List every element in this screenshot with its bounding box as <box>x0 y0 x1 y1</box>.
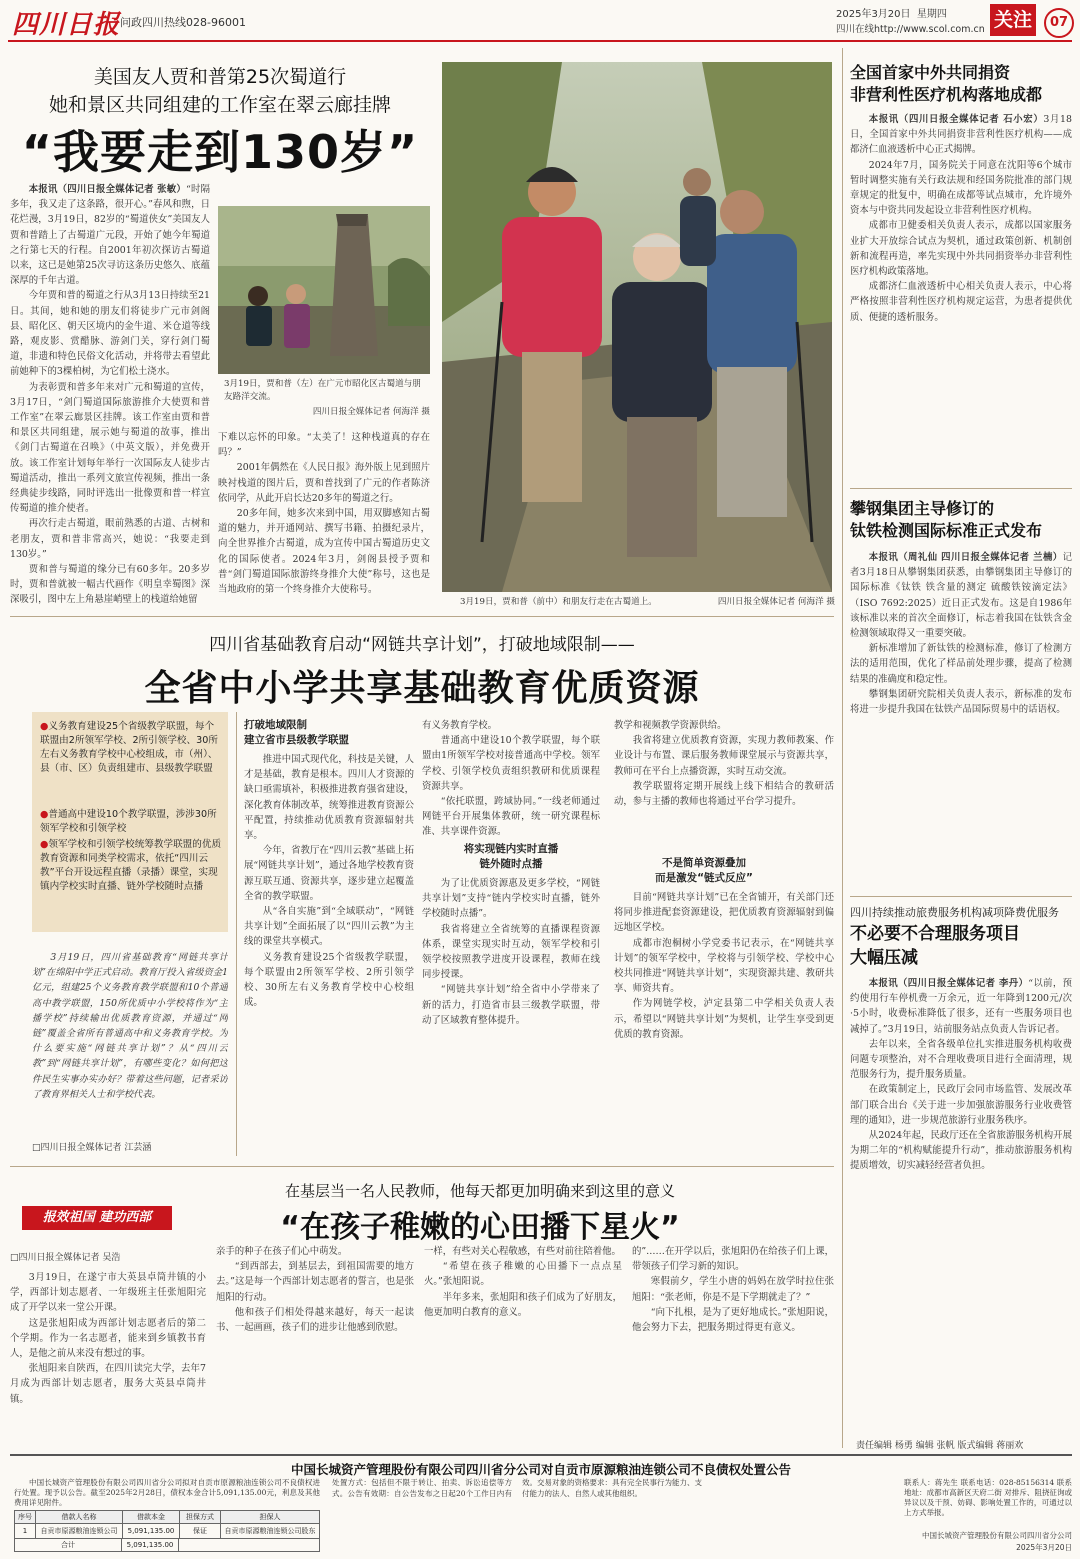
bullet-icon: ● <box>40 839 49 850</box>
edu-column-b2 <box>422 876 600 1154</box>
lead-paragraph: 为表彰贾和普多年来对广元和蜀道的宣传，3月17日，“剑门蜀道国际旅游推介大使贾和普工作室”在翠云廊景区挂牌。该工作室由贾和普和景区共同组建，展示她与蜀道的故事，推出《剑门古蜀道在召唤》（中英文版），并免费开放。该工作室计划每年举行一次国际友人徒步古蜀道活动，推出一系列文旅宣传视频，推出一条经典徒步线路，同时评选出一批像贾和普一样宣传蜀道的推介使者。 <box>10 381 210 515</box>
main-photo <box>442 62 832 592</box>
edu-subhead-1: 打破地域限制 建立省市县级教学联盟 <box>244 719 349 746</box>
byline-mark-icon: □ <box>32 1143 41 1153</box>
teacher-column-4 <box>632 1244 834 1442</box>
edu-paragraph: 我省将建立全省统筹的直播课程资源体系，课堂实现实时互动，领军学校和引领学校按照教学进度开设课程，教师在线同步授课。 <box>422 923 600 981</box>
masthead <box>0 0 1080 42</box>
lead-paragraph: 下难以忘怀的印象。“太美了！这种栈道真的存在吗？” <box>218 432 430 459</box>
right-paragraph: 本报讯（四川日报全媒体记者 石小宏）3月18日，全国首家中外共同捐资非营利性医疗机构——成都济仁血液透析中心正式揭牌。 <box>850 114 1072 156</box>
date-text: 2025年3月20日 <box>836 9 911 20</box>
editors-credit: 责任编辑 杨勇 编辑 张帆 版式编辑 蒋丽欢 <box>856 1441 1024 1451</box>
teacher-paragraph: 半年多来，张旭阳和孩子们成为了好朋友，他更加明白教育的意义。 <box>424 1291 622 1318</box>
table-total-label: 合计 <box>15 1539 122 1551</box>
right-story-3-headline: 不必要不合理服务项目 大幅压减 <box>850 924 1020 968</box>
table-header-cell: 借款本金 <box>123 1511 180 1523</box>
hotline-text: 问政四川热线028-96001 <box>120 16 246 29</box>
right-paragraph: 从2024年起，民政厅还在全省旅游服务机构开展为期二年的“机构赋能提升行动”，推动旅游服务机构提质增效，切实减轻经营者负担。 <box>850 1130 1072 1172</box>
teacher-column-1 <box>10 1270 206 1442</box>
right-paragraph: 攀钢集团研究院相关负责人表示，新标准的发布将进一步提升我国在钛铁产品国际贸易中的话语权。 <box>850 688 1072 716</box>
right-story-2-headline: 攀钢集团主导修订的 钛铁检测国际标准正式发布 <box>850 499 1043 540</box>
edu-paragraph: 有义务教育学校。 <box>422 720 498 731</box>
table-total-row <box>14 1539 320 1552</box>
notice-top-rule <box>10 1454 1072 1456</box>
lead-column-1 <box>10 182 210 612</box>
notice-right-text: 联系人：蒋先生 联系电话：028-85156314 联系地址：成都市高新区天府二街 对排斥、阻挠征询或异议以及干预、妨碍、影响处置工作的，可通过以上方式举报。 <box>904 1478 1072 1517</box>
edu-kicker: 四川省基础教育启动“网链共享计划”，打破地域限制—— <box>209 635 635 655</box>
table-cell: 自贡市原源粮油连锁公司股东 <box>224 1527 316 1535</box>
right-story-3-kicker: 四川持续推动旅费服务机构减项降费优服务 <box>850 906 1059 919</box>
right-column-divider <box>842 48 843 1448</box>
teacher-paragraph: “向下扎根，是为了更好地成长。”张旭阳说，他会努力下去，把服务期过得更有意义。 <box>632 1306 834 1334</box>
small-photo <box>218 206 430 374</box>
lead-paragraph: 再次行走古蜀道，眼前熟悉的古道、古树和老朋友，贾和普非常高兴，她说：“我要走到130岁。” <box>10 518 210 560</box>
notice-headline: 中国长城资产管理股份有限公司四川省分公司对自贡市原源粮油连锁公司不良债权处置公告 <box>290 1462 791 1477</box>
notice-middle-text: 处置方式：包括但不限于转让、拍卖、诉讼追偿等方式。公告有效期：自公告发布之日起20个工作日内有效。交易对象的资格要求：具有完全民事行为能力、支付能力的法人、自然人或其他组织。 <box>332 1478 702 1498</box>
column-badge <box>22 1206 172 1230</box>
right-paragraph: 去年以来，全省各级单位扎实推进服务机构收费问题专项整治，对不合理收费项目进行全面清理，规范服务行为，提升服务质量。 <box>850 1038 1072 1081</box>
teacher-paragraph: “到西部去，到基层去，到祖国需要的地方去。”这是每一个西部计划志愿者的誓言，也是张旭阳的行动。 <box>216 1261 414 1303</box>
edu-highlights-box <box>32 712 228 932</box>
right-story-1-headline: 全国首家中外共同捐资 非营利性医疗机构落地成都 <box>850 63 1043 104</box>
right-paragraph: 新标准增加了新钛铁的检测标准，修订了检测方法的适用范围，优化了样品前处理步骤，提高了检测结果的准确度和稳定性。 <box>850 643 1072 685</box>
lead-paragraph: 贾和普与蜀道的缘分已有60多年。20多岁时，贾和普就被一幅古代画作《明皇幸蜀图》深深吸引，图中左上角悬崖峭壁上的栈道给她留 <box>10 564 210 606</box>
weekday-text: 星期四 <box>916 9 947 20</box>
bullet-icon: ● <box>40 721 49 732</box>
teacher-paragraph: 的”……在开学以后，张旭阳仍在给孩子们上课，带领孩子们学习新的知识。 <box>632 1246 834 1273</box>
divider-edu <box>10 1166 834 1167</box>
lead-paragraph: 2001年偶然在《人民日报》海外版上见到照片映衬栈道的图片后，贾和普找到了广元的作者陈济依同学，从此开启长达20多年的蜀道之行。 <box>218 462 430 504</box>
edu-paragraph: 教学和视频教学资源供给。 <box>614 720 727 731</box>
edu-intro: 3月19日，四川省基础教育“网链共享计划”在绵阳中学正式启动。教育厅投入省级资金1亿元，组建25个义务教育教学联盟和10个普通高中教学联盟，150所优质中小学校将作为“主播学校”持续输出优质教育资源，并通过“网链”覆盖全省所有普通高中和义务教育学校。为什么要实施“网链共享计划”？从“四川云教”到“网链共享计划”，有哪些变化？如何把这件民生实事办实办好？带着这些问题，记者采访了教育界相关人士和学校代表。 <box>32 952 228 1100</box>
website-text: 四川在线http://www.scol.com.cn <box>836 24 985 35</box>
newspaper-logo: 四川日报 <box>12 10 121 40</box>
edu-paragraph: 教学联盟将定期开展线上线下相结合的教研活动，参与主播的教师也将通过平台学习提升。 <box>614 780 834 808</box>
edu-paragraph: 目前“网链共享计划”已在全省铺开，有关部门还将同步推进配套资源建设，把优质教育资源辐射到偏远地区学校。 <box>614 892 834 934</box>
lead-headline: “我要走到130岁” <box>21 125 419 179</box>
edu-paragraph: 推进中国式现代化，科技是关键，人才是基础，教育是根本。四川人才资源的缺口亟需填补，积极推进教育强省建设，深化教育体制改革，统筹推进教育资源公平配置，持续推动优质教育资源辐射共享。 <box>244 754 414 842</box>
teacher-byline: □四川日报全媒体记者 吴浩 <box>10 1253 121 1263</box>
edu-column-c2 <box>614 890 834 1154</box>
small-photo-credit: 四川日报全媒体记者 何海洋 摄 <box>312 407 430 417</box>
right-story-3-body <box>850 976 1072 1434</box>
badge-text: 报效祖国 建功西部 <box>42 1210 152 1225</box>
notice-date: 2025年3月20日 <box>1016 1543 1072 1552</box>
right-story-2-body <box>850 550 1072 888</box>
teacher-paragraph: 这是张旭阳成为西部计划志愿者后的第二个学期。作为一名志愿者，能来到乡镇教书育人，是他之前从来没有想过的事。 <box>10 1317 206 1360</box>
teacher-paragraph: 他和孩子们相处得越来越好，每天一起读书、一起画画，孩子们的进步让他感到欣慰。 <box>216 1306 414 1334</box>
highlight-item: ●领军学校和引领学校统筹教学联盟的优质教育资源和同类学校需求，依托“四川云教”平台开设远程直播（录播）课堂，实现镇内学校实时直播、链外学校随时点播 <box>40 839 222 892</box>
table-cell: 自贡市原源粮油连锁公司 <box>36 1524 123 1538</box>
edu-byline: □四川日报全媒体记者 江芸涵 <box>32 1143 152 1153</box>
issue-date <box>836 5 947 20</box>
edu-subhead-2: 将实现链内实时直播 链外随时点播 <box>463 843 559 870</box>
notice-table <box>14 1510 320 1552</box>
lead-column-2 <box>218 430 430 612</box>
lead-paragraph: 20多年间，她多次来到中国，用双脚感知古蜀道的魅力，并开通网站、撰写书籍、拍摄纪录片，向全世界推介古蜀道，成为宣传中国古蜀道历史文化的国际使者。2024年3月，剑阁县授予贾和普“剑门蜀道国际旅游终身推介大使”称号，这也是当地政府的第一个终身推介大使称号。 <box>218 508 430 596</box>
table-cell: 1 <box>15 1524 36 1538</box>
teacher-column-2 <box>216 1244 414 1442</box>
lead-paragraph: 本报讯（四川日报全媒体记者 张敏）“时隔多年，我又走了这条路，很开心。”春风和煦，日花烂漫，3月19日，82岁的“蜀道侠女”美国友人贾和普踏上了古蜀道广元段，开始了她今年蜀道之行第七天的行程。自2001年初次探访古蜀道以来，这已是她第25次寻访这条历史悠久、底蕴深厚的千年古道。 <box>10 184 210 287</box>
highlight-item: ●普通高中建设10个教学联盟，涉涉30所领军学校和引领学校 <box>40 809 217 834</box>
right-story-1-body <box>850 112 1072 480</box>
teacher-column-3 <box>424 1244 622 1442</box>
teacher-paragraph: 寒假前夕，学生小唐的妈妈在放学时拉住张旭阳：“张老师，你是不是下学期就走了？” <box>632 1276 834 1303</box>
right-paragraph: 成都济仁血液透析中心相关负责人表示，中心将严格按照非营利性医疗机构规定运营，为患者提供优质、便捷的透析服务。 <box>850 281 1072 323</box>
bullet-icon: ● <box>40 809 49 820</box>
edu-paragraph: 我省将建立优质教育资源，实现力教师教案、作业设计与布置、课后服务教师课堂展示与资源共享，教师可在平台上点播资源，实时互动交流。 <box>614 735 834 777</box>
right-paragraph: 本报讯（四川日报全媒体记者 李丹）“以前，预约使用行车停机费一万余元，近一年降到1200元/次·5小时，收费标准降低了很多，还有一些服务项目也减掉了。”3月19日，站前服务站点负责人告诉记者。 <box>850 978 1072 1035</box>
table-row <box>14 1524 320 1539</box>
edu-column-c <box>614 718 834 838</box>
lead-paragraph: 今年贾和普的蜀道之行从3月13日持续至21日。其间，她和她的朋友们将徒步广元市剑阁县、昭化区、朝天区境内的金牛道、米仓道等线路，观皮影、赏醋脉、游剑门关，穿行剑门蜀道，非遗和特色民俗文化活动，并将带去看望此前她种下的3棵柏树，为它们松土浇水。 <box>10 290 210 378</box>
lead-kicker-2: 她和景区共同组建的工作室在翠云廊挂牌 <box>48 94 391 116</box>
edu-paragraph: 作为网链学校，泸定县第二中学相关负责人表示，希望以“网链共享计划”为契机，让学生享受到更优质的教育资源。 <box>614 998 834 1040</box>
notice-left-text: 中国长城资产管理股份有限公司四川省分公司拟对自贡市原源粮油连锁公司不良债权进行处置。现予以公告。截至2025年2月28日，债权本金合计5,091,135.00元，利息及其他费用详见附件。 <box>14 1478 320 1507</box>
right-paragraph: 2024年7月，国务院关于同意在沈阳等6个城市暂时调整实施有关行政法规和经国务院批准的部门规章规定的批复中，明确在成都等试点城市，允许境外资本与中资共同发起设立非营利性医疗机构。 <box>850 159 1072 217</box>
edu-headline: 全省中小学共享基础教育优质资源 <box>144 668 700 709</box>
highlight-item: ●义务教育建设25个省级教学联盟，每个联盟由2所领军学校、2所引领学校、30所左右义务教育学校中心校组成，市（州）、县（市、区）负责组建市、县级教学联盟 <box>40 721 218 774</box>
teacher-headline: “在孩子稚嫩的心田播下星火” <box>280 1210 680 1245</box>
notice-signature: 中国长城资产管理股份有限公司四川省分公司 <box>922 1531 1072 1540</box>
teacher-kicker: 在基层当一名人民教师，他每天都更加明确来到这里的意义 <box>284 1182 675 1200</box>
edu-paragraph: 普通高中建设10个教学联盟，每个联盟由1所领军学校对接普通高中学校。领军学校、引领学校负责组织教研和优质课程资源共享。 <box>422 735 600 792</box>
edu-paragraph: “依托联盟，跨域协同。”一线老师通过网链平台开展集体教研，统一研究课程标准、共享课件资源。 <box>422 796 600 838</box>
table-header-cell: 借款人名称 <box>36 1511 123 1523</box>
edu-paragraph: 成都市泡桐树小学党委书记表示，在“网链共享计划”的领军学校中，学校将与引领学校、学校中心校共同推进“网链共享计划”，实现资源共建、教研共享、师资共育。 <box>614 937 834 995</box>
main-photo-credit: 四川日报全媒体记者 何海洋 摄 <box>717 597 835 607</box>
edu-paragraph: 今年，省教厅在“四川云教”基础上拓展“网链共享计划”，通过各地学校教育资源互联互通、资源共享，逐步建立起覆盖全省的教学联盟。 <box>244 845 414 902</box>
teacher-paragraph: 亲手的种子在孩子们心中萌发。 <box>216 1246 348 1257</box>
table-header-cell: 序号 <box>15 1511 36 1523</box>
table-cell: 5,091,135.00 <box>123 1524 180 1538</box>
teacher-paragraph: 张旭阳来自陕西，在四川读完大学，去年7月成为西部计划志愿者，服务大英县卓筒井镇。 <box>10 1363 206 1405</box>
table-header-row <box>14 1510 320 1524</box>
edu-column-b <box>422 718 600 838</box>
divider-lead <box>10 616 834 617</box>
byline-mark-icon: □ <box>10 1253 19 1263</box>
right-paragraph: 在政策制定上，民政厅会同市场监管、发展改革部门联合出台《关于进一步加强旅游服务行业收费管理的通知》，进一步规范旅游行业服务秩序。 <box>850 1084 1072 1126</box>
edu-paragraph: 从“各自实施”到“全域联动”，“网链共享计划”全面拓展了以“四川云教”为主线的课堂共享模式。 <box>244 906 414 948</box>
edu-subhead-3: 不是简单资源叠加 而是激发“链式反应” <box>655 857 753 884</box>
edu-col-divider <box>236 712 237 1156</box>
teacher-paragraph: 3月19日，在遂宁市大英县卓筒井镇的小学，西部计划志愿者、一年级班主任张旭阳完成了开学以来一堂公开课。 <box>10 1272 206 1314</box>
section-badge: 关注 <box>990 4 1036 36</box>
small-photo-caption: 3月19日，贾和普（左）在广元市昭化区古蜀道与朋友路洋交流。 <box>224 379 421 402</box>
table-cell: 保证 <box>180 1524 221 1538</box>
edu-paragraph: 义务教育建设25个省级教学联盟，每个联盟由2所领军学校、2所引领学校、30所左右义务教育学校中心校组成。 <box>244 951 414 1009</box>
main-photo-caption: 3月19日，贾和普（前中）和朋友行走在古蜀道上。 <box>460 597 657 607</box>
right-paragraph: 成都市卫健委相关负责人表示，成都以国家服务业扩大开放综合试点为契机，通过政策创新、机制创新和流程再造，率先实现中外共同捐资举办非营利性医疗机构政策落地。 <box>850 220 1072 278</box>
teacher-paragraph: “希望在孩子稚嫩的心田播下一点点星火。”张旭阳说。 <box>424 1261 622 1288</box>
edu-paragraph: 为了让优质资源惠及更多学校，“网链共享计划”支持“链内学校实时直播，链外学校随时点播”。 <box>422 878 600 920</box>
table-total-value: 5,091,135.00 <box>122 1539 179 1551</box>
table-header-cell: 担保方式 <box>180 1511 221 1523</box>
right-paragraph: 本报讯（周礼仙 四川日报全媒体记者 兰楠）记者3月18日从攀钢集团获悉，由攀钢集团主导修订的国际标准《钛铁 铁含量的测定 硫酸铁铵滴定法》（ISO 7692:2025）近日正式发布。这是自1986年该标准以来的首次全面修订，标志着我国在钛铁含金检测领域取得又一重要突破。 <box>850 552 1072 640</box>
teacher-paragraph: 一样，有些对关心程敬感，有些对前往陪着他。 <box>424 1246 621 1257</box>
lead-kicker-1: 美国友人贾和普第25次蜀道行 <box>93 66 347 88</box>
right-divider-2 <box>850 896 1072 897</box>
edu-column-a <box>244 752 414 1154</box>
table-header-cell: 担保人 <box>259 1513 281 1521</box>
page-number: 07 <box>1044 8 1074 38</box>
right-divider-1 <box>850 488 1072 489</box>
edu-paragraph: “网链共享计划”给全省中小学带来了新的活力，打造省市县三级教学联盟，带动了区域教育整体提升。 <box>422 984 600 1026</box>
masthead-rule <box>8 40 1072 42</box>
